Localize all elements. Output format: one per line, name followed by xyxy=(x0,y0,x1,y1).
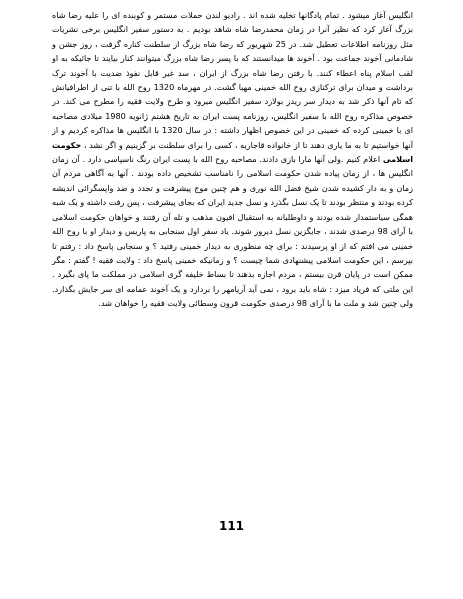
bold-phrase-islamic-government: حکومت اسلامی xyxy=(52,139,413,165)
paragraph-text-part-2: اعلام کنیم .ولی آنها مارا بازی دادند. مصاحبه روح الله با پست ایران رنگ ناسپاسی دارد . آن زمان انگلیس ها ، از زمان پیاده شدن حکومت اسلامی را نامناسب تشخیص داده بودند . آنها به آگاهی مردم آن زمان و به دار کشیده شدن شیخ فضل الله نوری و هم چنین موج پیشرفت و تجدد و ضد واپسگرائی اندیشه کرده بودند و منتظر بودند تا یک نسل بگذرد و نسل جدید ایران که بجای پیشرفت ، پس رفت داشته و یک شبه همگی سیاستمدار شده بودند و داوطلبانه به استقبال افیون مذهب و تله آن رفتند و خواهان حکومت اسلامی با آرای 98 درصدی شدند ، جایگزین نسل دیروز شوند. یاد سفر اول سنجابی به پاریس و دیدار او با روح الله خمینی می افتم که از او پرسیدند : برای چه منظوری به دیدار خمینی رفتید ؟ و سنجابی پاسخ داد : رفتم تا بپرسم ، این حکومت اسلامی پیشنهادی شما چیست ؟ و زمانیکه خمینی پاسخ داد : ولایت فقیه ! گفتم : مگر ممکن است در پایان قرن بیستم ، مردم اجازه بدهند تا بساط خلیفه گری اسلامی در مملکت ما پای بگیرد . این ملتی که فریاد میزد : شاه باید برود ، نمی آید آریامهر را بردارد و یک آخوند عمامه ای سر جایش بگذارد. ولی چنین شد و ملت ما با آرای 98 درصدی حکومت قرون وسطائی ولایت فقیه را خواهان شد. xyxy=(52,154,414,309)
body-paragraph xyxy=(52,8,413,311)
page-number: 111 xyxy=(218,519,245,533)
paragraph-text-part-1: انگلیس آغاز میشود . تمام پادگانها تخلیه شده اند . رادیو لندن حملات مستمر و کوبنده ای را علیه رضا شاه بزرگ آغاز کرد که نظیر آنرا در زمان محمدرضا شاه شاهد بودیم . به دستور سفیر انگلیس برخی نشریات مثل روزنامه اطلاعات تعطیل شد. در 25 شهریور که رضا شاه بزرگ از سلطنت کناره گرفت ، روز جشن و شادمانی آخوند جماعت بود . آخوند ها میدانستند که با پسر رضا شاه بزرگ میتوانند کنار بیایند تا جائیکه به او لقب اسلام پناه اعطاء کنند. با رفتن رضا شاه بزرگ از ایران ، سد غیر قابل نفوذ ضدیت با آخوند ترک برداشت و میدان برای ترکتازی روح الله خمینی مهیا گشت. در مهرماه 1320 روح الله با تنی از اطرافیانش که تام آنها ذکر شد به دیدار سر ریدز بولارد سفیر انگلیس میرود و طرح ولایت فقیه را مطرح می کند. در خصوص مذاکره روح الله با سفیر انگلیس، روزنامه پست ایران به تاریخ هشتم ژانویه 1980 میلادی مصاحبه ای با خمینی کرده که خمینی در این خصوص اظهار داشته : در سال 1320 با انگلیس ها مذاکره کردیم و از آنها خواستیم تا به ما یاری دهند تا از خانواده قاجاریه ، کسی را برای سلطنت بر گزینیم و اگر نشد ، xyxy=(52,10,413,150)
